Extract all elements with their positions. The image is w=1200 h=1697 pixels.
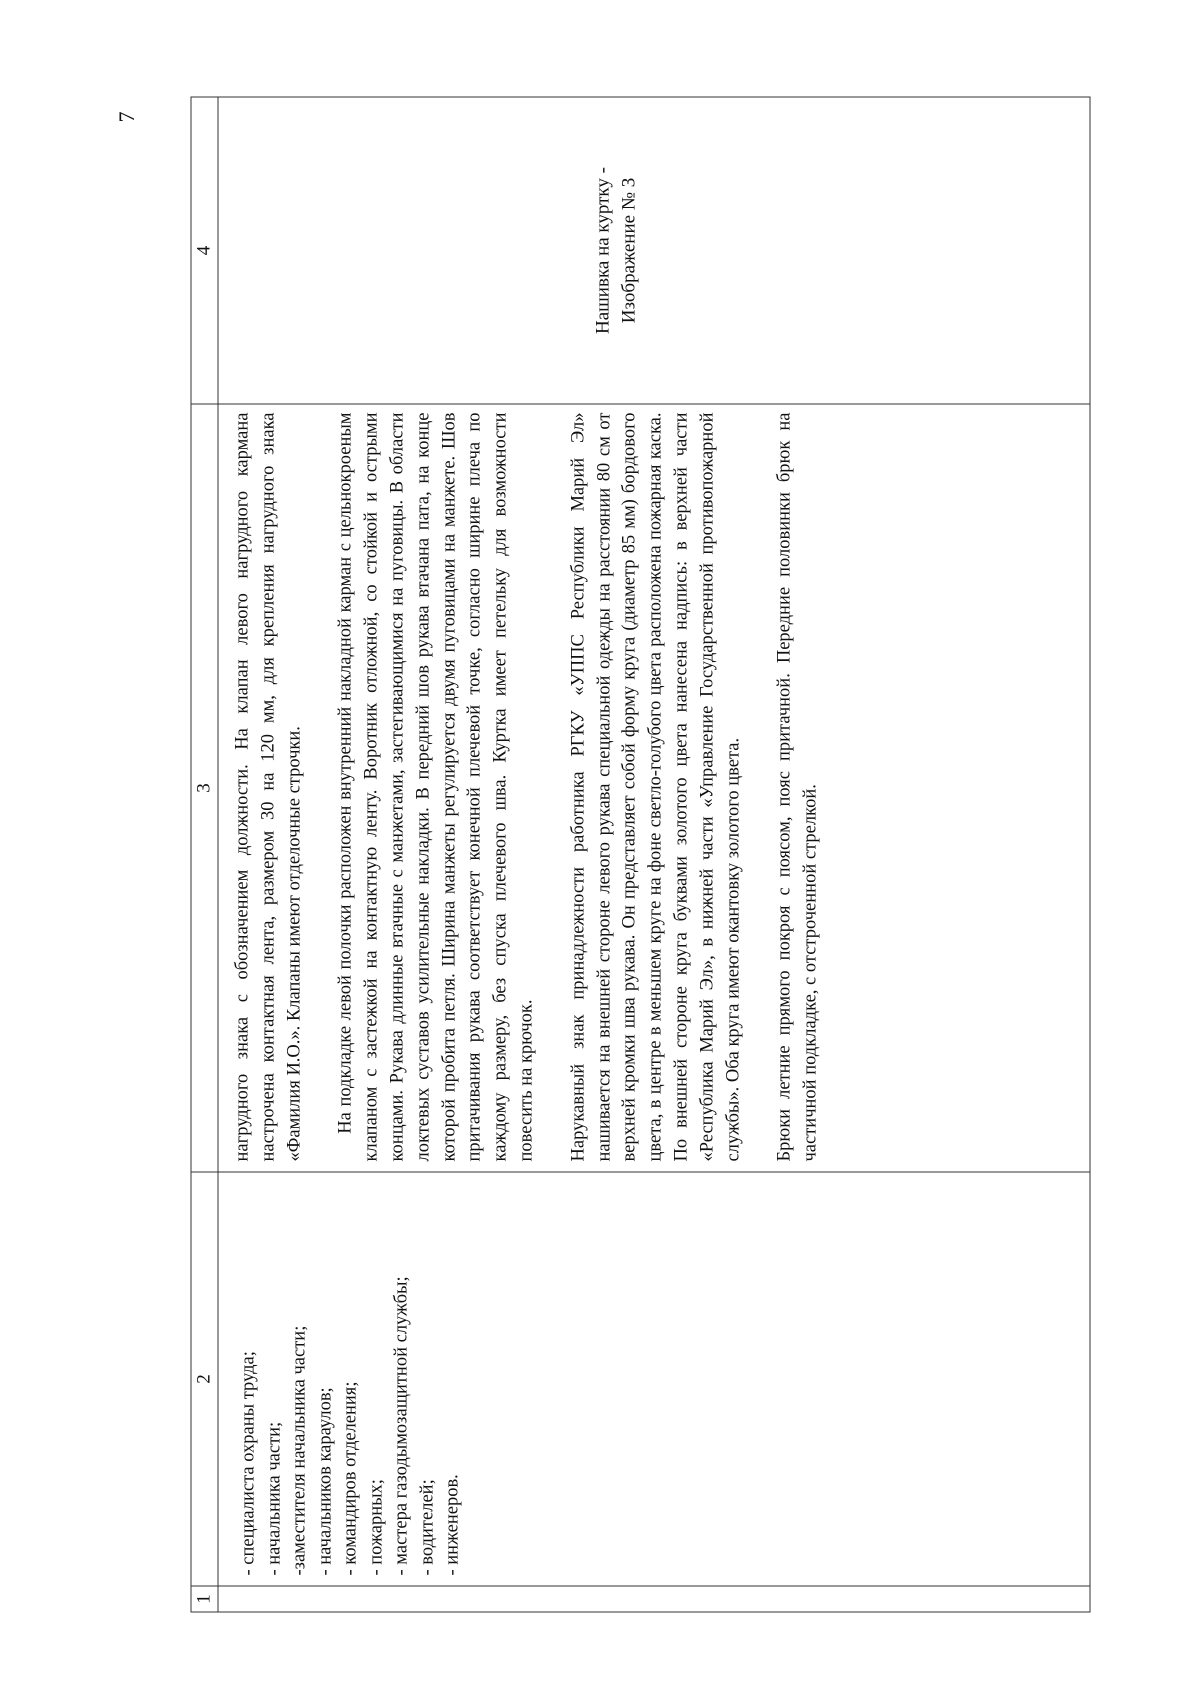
paragraph-text: На подкладке левой полочки расположен внутренний накладной карман с цельнокроеным клапаном с застежкой на контактную ленту. Воротник отложной, со стойкой и острыми концами. Рукава длинные втачные с манжетами, застегивающимися на пуговицы. В области локтевых суставов усилительные накладки. В передний шов рукава втачана пата, на конце которой пробита петля. Ширина манжеты регулируется двумя пуговицами на манжете. Шов притачивания рукава соответствует конечной плечевой точке, согласно ширине плеча по каждому размеру, без спуска плечевого шва. Куртка имеет петельку для возможности повесить на крючок. bbox=[335, 412, 537, 1162]
header-cell-2: 2 bbox=[191, 1172, 218, 1586]
note-line: Нашивка на куртку - bbox=[592, 167, 614, 334]
paragraph-gap bbox=[308, 405, 334, 1172]
note-line: Изображение № 3 bbox=[618, 177, 640, 324]
cell-col2-positions bbox=[218, 1172, 1090, 1586]
list-item: - командиров отделения; bbox=[340, 1381, 361, 1576]
description-paragraph: Брюки летние прямого покроя с поясом, пояс притачной. Передние половинки брюк на частичной подкладке, с отстроченной стрелкой. bbox=[774, 412, 821, 1162]
positions-list bbox=[219, 1173, 467, 1586]
image-reference-note bbox=[591, 98, 643, 404]
list-item: - мастера газодымозащитной службы; bbox=[391, 1276, 412, 1576]
description-paragraph bbox=[334, 405, 540, 1172]
header-cell-4: 4 bbox=[191, 97, 218, 404]
rotated-table-container bbox=[191, 98, 1089, 1613]
list-item: -заместителя начальника части; bbox=[289, 1325, 310, 1576]
list-item: - начальника части; bbox=[264, 1421, 284, 1576]
cell-col4-notes bbox=[218, 97, 1090, 404]
page-number: 7 bbox=[114, 111, 139, 123]
table-header-row bbox=[191, 97, 218, 1612]
list-item: - инженеров. bbox=[442, 1474, 463, 1576]
list-item: - специалиста охраны труда; bbox=[238, 1351, 259, 1576]
cell-col3-description bbox=[218, 404, 1090, 1172]
paragraph-gap bbox=[747, 405, 773, 1172]
uniform-spec-table bbox=[191, 97, 1091, 1613]
description-paragraph: нагрудного знака с обозначением должности. На клапан левого нагрудного кармана настрочена контактная лента, размером 30 на 120 мм, для крепления нагрудного знака «Фамилия И.О.». Клапаны имеют отделочные строчки. bbox=[232, 412, 305, 1162]
header-cell-1: 1 bbox=[191, 1586, 218, 1612]
table-row bbox=[218, 97, 1090, 1612]
header-cell-3: 3 bbox=[191, 404, 218, 1172]
list-item: - водителей; bbox=[417, 1479, 437, 1576]
cell-col1 bbox=[218, 1586, 1090, 1612]
list-item: - начальников караулов; bbox=[315, 1387, 335, 1576]
description-paragraph: Нарукавный знак принадлежности работника РГКУ «УППС Республики Марий Эл» нашивается на внешней стороне левого рукава специальной одежды на расстоянии 80 см от верхней кромки шва рукава. Он представляет собой форму круга (диаметр 85 мм) бордового цвета, в центре в меньшем круге на фоне светло-голубого цвета расположена пожарная каска. По внешней стороне круга буквами золотого цвета нанесена надпись: в верхней части «Республика Марий Эл», в нижней части «Управление Государственной противопожарной службы». Оба круга имеют окантовку золотого цвета. bbox=[568, 412, 744, 1162]
list-item: - пожарных; bbox=[366, 1479, 386, 1576]
paragraph-gap bbox=[540, 405, 566, 1172]
